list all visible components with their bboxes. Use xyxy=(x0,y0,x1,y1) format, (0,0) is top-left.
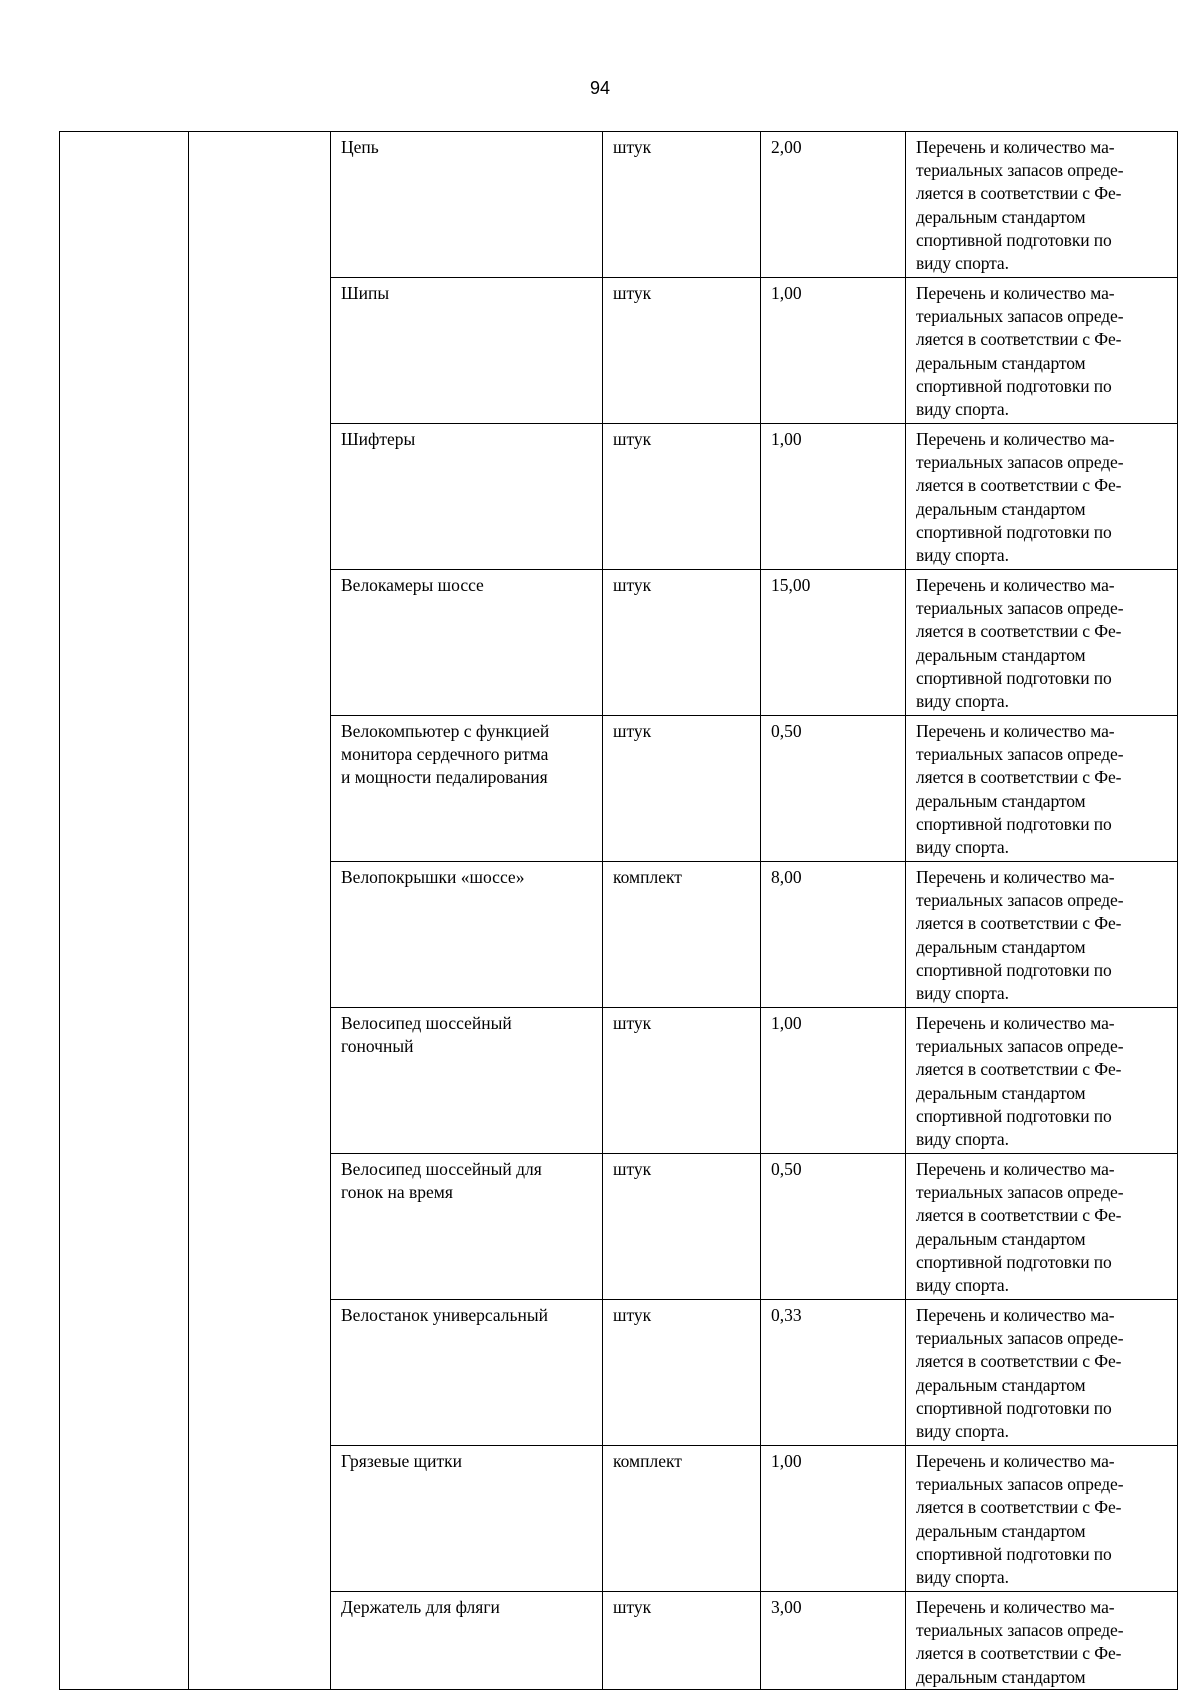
item-name-cell: Велостанок универсальный xyxy=(331,1300,603,1446)
item-name-cell: Велопокрышки «шоссе» xyxy=(331,862,603,1008)
item-unit-cell: штук xyxy=(603,1592,761,1690)
item-quantity-cell: 1,00 xyxy=(761,424,906,570)
item-name-cell: Велосипед шоссейный гоночный xyxy=(331,1008,603,1154)
item-name-cell: Велокамеры шоссе xyxy=(331,570,603,716)
item-unit-cell: комплект xyxy=(603,862,761,1008)
item-quantity-cell: 2,00 xyxy=(761,132,906,278)
item-note-cell: Перечень и количество ма- териальных запасов опреде- ляется в соответствии с Фе- деральным стандартом спортивной подготовки по виду спорта. xyxy=(906,1300,1178,1446)
item-name-cell: Велосипед шоссейный для гонок на время xyxy=(331,1154,603,1300)
item-note-cell: Перечень и количество ма- териальных запасов опреде- ляется в соответствии с Фе- деральным стандартом спортивной подготовки по виду спорта. xyxy=(906,716,1178,862)
item-note-cell: Перечень и количество ма- териальных запасов опреде- ляется в соответствии с Фе- деральным стандартом спортивной подготовки по виду спорта. xyxy=(906,570,1178,716)
item-quantity-cell: 1,00 xyxy=(761,278,906,424)
item-unit-cell: штук xyxy=(603,1154,761,1300)
table-row xyxy=(60,132,1178,278)
item-unit-cell: комплект xyxy=(603,1446,761,1592)
item-note-cell: Перечень и количество ма- териальных запасов опреде- ляется в соответствии с Фе- деральным стандартом xyxy=(906,1592,1178,1690)
item-name-cell: Цепь xyxy=(331,132,603,278)
item-note-cell: Перечень и количество ма- териальных запасов опреде- ляется в соответствии с Фе- деральным стандартом спортивной подготовки по виду спорта. xyxy=(906,424,1178,570)
item-quantity-cell: 1,00 xyxy=(761,1446,906,1592)
item-unit-cell: штук xyxy=(603,1008,761,1154)
equipment-table xyxy=(59,131,1178,1690)
item-quantity-cell: 8,00 xyxy=(761,862,906,1008)
item-quantity-cell: 1,00 xyxy=(761,1008,906,1154)
item-unit-cell: штук xyxy=(603,132,761,278)
item-name-cell: Велокомпьютер с функцией монитора сердечного ритма и мощности педалирования xyxy=(331,716,603,862)
item-quantity-cell: 0,33 xyxy=(761,1300,906,1446)
item-quantity-cell: 3,00 xyxy=(761,1592,906,1690)
item-quantity-cell: 0,50 xyxy=(761,716,906,862)
item-name-cell: Грязевые щитки xyxy=(331,1446,603,1592)
item-unit-cell: штук xyxy=(603,716,761,862)
item-name-cell: Шифтеры xyxy=(331,424,603,570)
item-note-cell: Перечень и количество ма- териальных запасов опреде- ляется в соответствии с Фе- деральным стандартом спортивной подготовки по виду спорта. xyxy=(906,278,1178,424)
item-note-cell: Перечень и количество ма- териальных запасов опреде- ляется в соответствии с Фе- деральным стандартом спортивной подготовки по виду спорта. xyxy=(906,1446,1178,1592)
blank-column-1 xyxy=(60,132,189,1690)
item-unit-cell: штук xyxy=(603,570,761,716)
item-note-cell: Перечень и количество ма- териальных запасов опреде- ляется в соответствии с Фе- деральным стандартом спортивной подготовки по виду спорта. xyxy=(906,862,1178,1008)
item-quantity-cell: 15,00 xyxy=(761,570,906,716)
page-number: 94 xyxy=(589,78,611,98)
item-quantity-cell: 0,50 xyxy=(761,1154,906,1300)
item-note-cell: Перечень и количество ма- териальных запасов опреде- ляется в соответствии с Фе- деральным стандартом спортивной подготовки по виду спорта. xyxy=(906,1154,1178,1300)
item-unit-cell: штук xyxy=(603,1300,761,1446)
blank-column-2 xyxy=(189,132,331,1690)
item-unit-cell: штук xyxy=(603,278,761,424)
item-name-cell: Шипы xyxy=(331,278,603,424)
item-unit-cell: штук xyxy=(603,424,761,570)
item-name-cell: Держатель для фляги xyxy=(331,1592,603,1690)
item-note-cell: Перечень и количество ма- териальных запасов опреде- ляется в соответствии с Фе- деральным стандартом спортивной подготовки по виду спорта. xyxy=(906,1008,1178,1154)
item-note-cell: Перечень и количество ма- териальных запасов опреде- ляется в соответствии с Фе- деральным стандартом спортивной подготовки по виду спорта. xyxy=(906,132,1178,278)
